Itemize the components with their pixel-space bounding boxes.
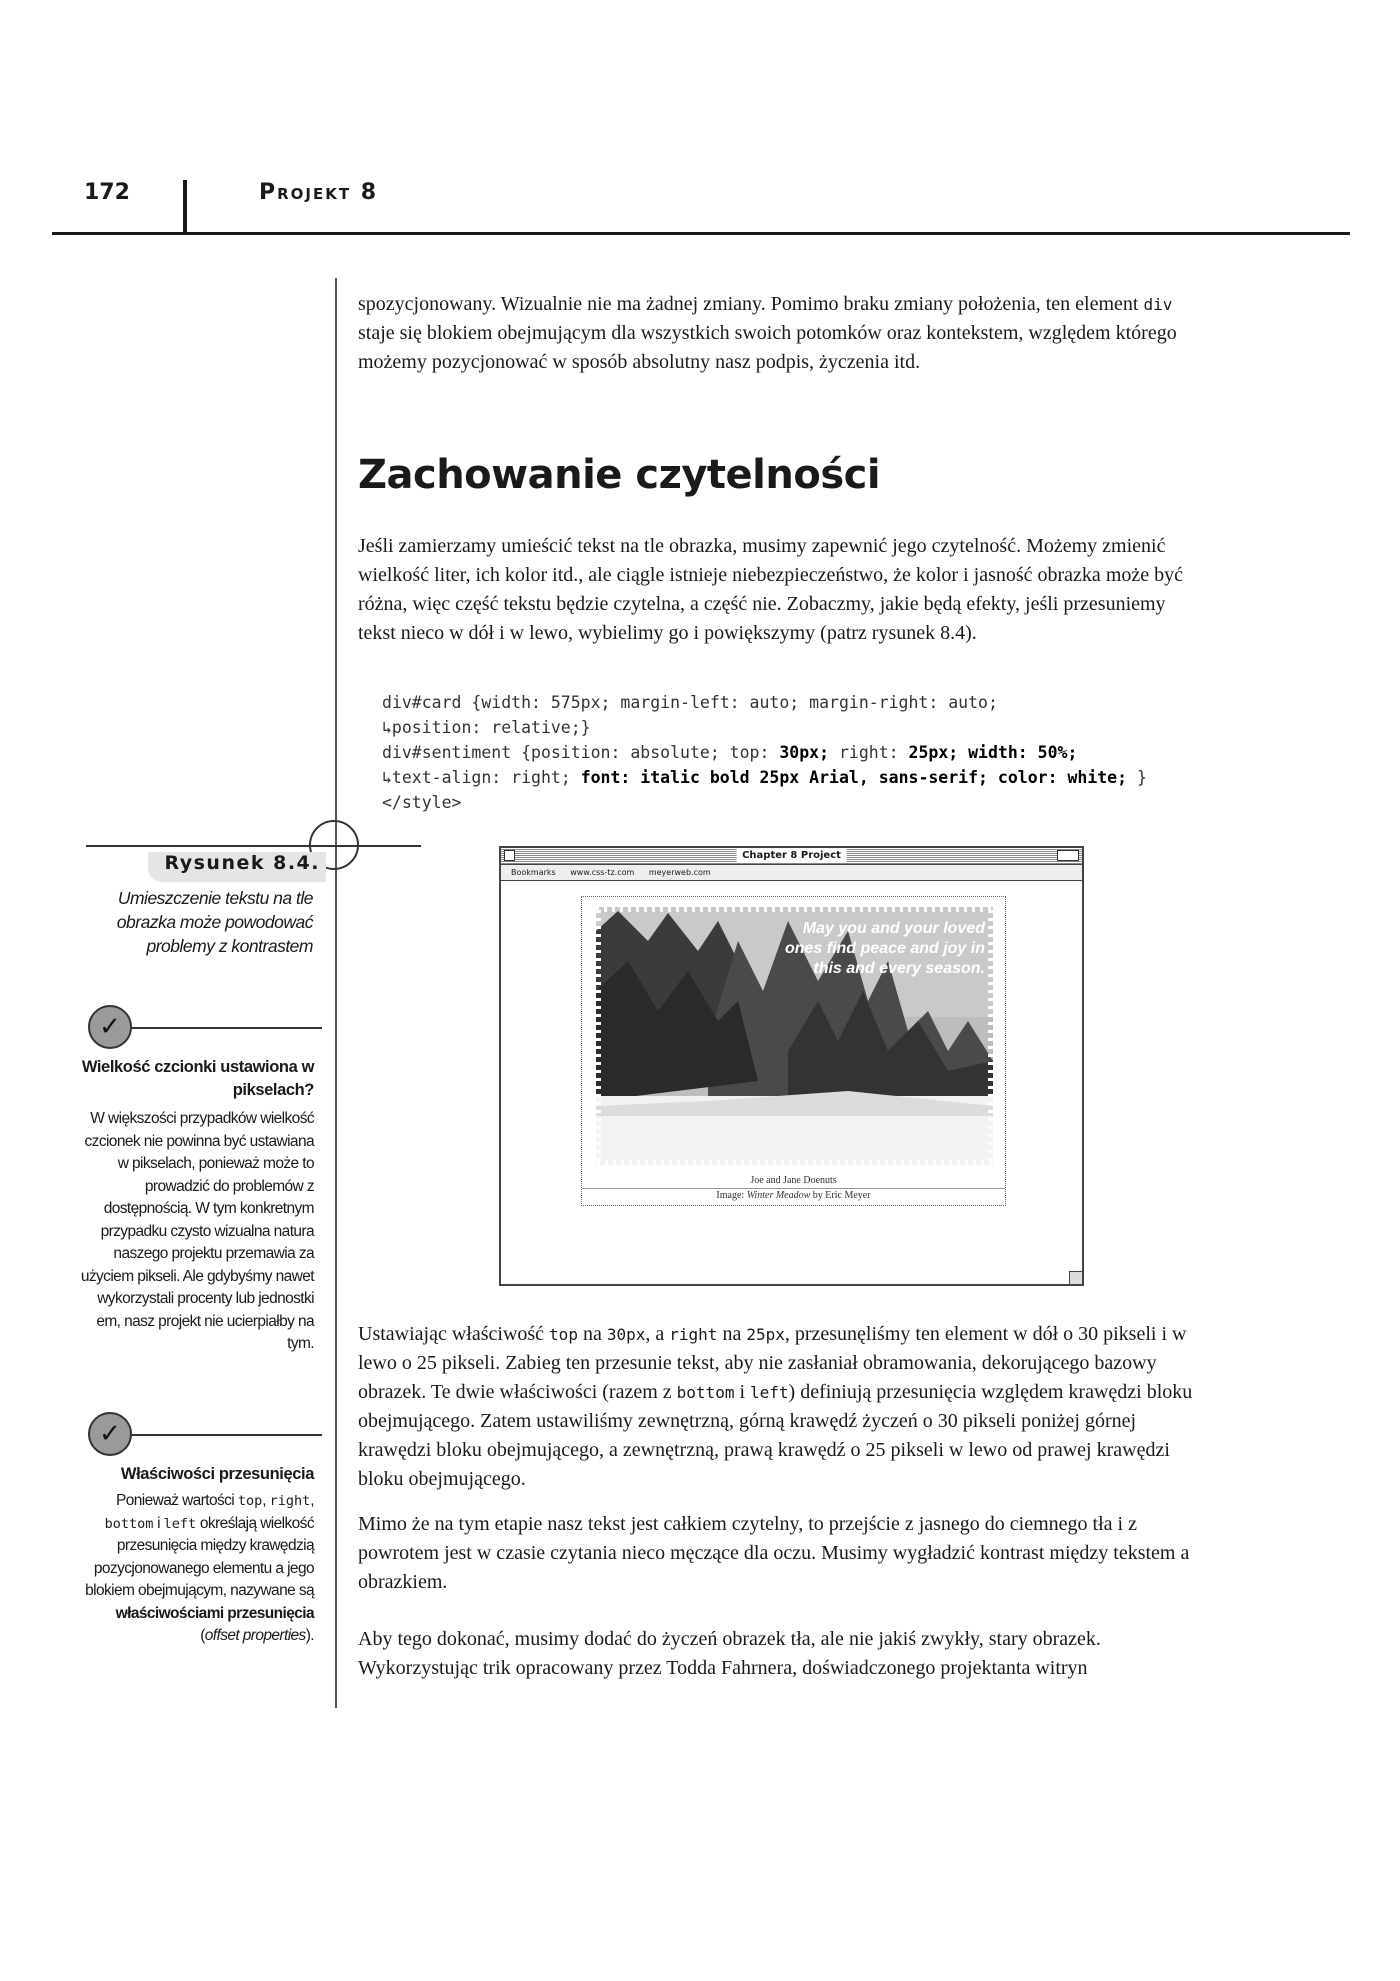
text-run: i [734,1381,751,1403]
inline-code: left [163,1515,197,1532]
page-number: 172 [84,180,130,205]
zoom-box-icon [1057,850,1079,861]
inline-code: top [549,1325,578,1344]
sentiment-text: May you and your loved ones find peace and joy in this and every season. [784,920,985,977]
checkmark-icon: ✓ [88,1005,132,1049]
text-run: spozycjonowany. Wizualnie nie ma żadnej zmiany. Pomimo braku zmiany położenia, ten element [358,293,1144,315]
code-run: right: [838,743,909,762]
note-body-offset-properties [80,1490,314,1648]
code-highlight: 25px; width: 50%; [908,743,1078,762]
code-run: div#sentiment {position: absolute; top: [382,743,780,762]
inline-code: right [669,1325,718,1344]
paragraph-background: Aby tego dokonać, musimy dodać do życzeń obrazek tła, ale nie jakiś zwykły, stary obrazek. Wykorzystując trik opracowany przez Todda Fahrnera, doświadczonego projektanta witryn [358,1628,1101,1679]
code-line-1: div#card {width: 575px; margin-left: auto; margin-right: auto; [382,693,998,712]
note-rule [130,1027,322,1029]
paragraph-offsets [358,1320,1208,1494]
bookmark-item: meyerweb.com [648,868,711,877]
bookmark-item: Bookmarks [511,868,556,877]
inline-code: 25px [746,1325,785,1344]
window-titlebar [501,848,1082,865]
image-credit [582,1188,1005,1202]
text-run: i [153,1514,164,1532]
greeting-card [581,896,1006,1206]
header-divider [183,180,187,232]
note-heading-font-size: Wielkość czcionki ustawiona w pikselach? [81,1058,314,1099]
note-rule [130,1434,322,1436]
text-run: Ponieważ wartości [115,1492,238,1509]
checkmark-icon: ✓ [88,1412,132,1456]
inline-code: left [750,1383,789,1402]
text-run: , przesunęliśmy ten element w dół o 30 pikseli i w lewo o 25 pikseli. Zabieg ten przesunie tekst, aby nie zasłaniał obramowania, dekorującego bazowy obrazek. Te dwie właściwości (razem z [358,1323,1187,1403]
text-run: na [717,1323,747,1345]
code-line-2: ↳position: relative;} [382,718,591,737]
paragraph-readability: Jeśli zamierzamy umieścić tekst na tle obrazka, musimy zapewnić jego czytelność. Możemy zmienić wielkość liter, ich kolor itd., ale ciągle istnieje niebezpieczeństwo, że kolor i jasność obrazka może być różna, więc część tekstu będzie czytelna, a część nie. Zobaczmy, jakie będą efekty, jeśli przesuniemy tekst nieco w dół i w lewo, wybielimy go i powiększymy (patrz rysunek 8.4). [358,535,1183,644]
text-run: by Eric Meyer [810,1190,871,1201]
text-run: ). [305,1627,314,1644]
code-highlight: font: italic bold 25px Arial, sans-serif; color: white; [580,768,1128,787]
text-run: na [577,1323,607,1345]
margin-rule [335,278,337,1708]
inline-code: bottom [104,1515,154,1532]
text-run: , [262,1492,270,1509]
bookmarks-bar [501,865,1082,881]
code-line-4 [382,768,1147,787]
text-run: ( [200,1627,205,1644]
inline-code: 30px [606,1325,646,1344]
text-run: określają wielkość przesunięcia między krawędzią pozycjonowanego elementu a jego blokiem obejmującym, nazywane są [85,1514,314,1599]
text-run: , [310,1492,314,1509]
figure-caption: Umieszczenie tekstu na tle obrazka może powodować problemy z kontrastem [116,888,313,956]
inline-code: div [1143,295,1173,314]
code-listing [382,690,1147,815]
resize-grip-icon [1069,1271,1082,1284]
code-line-3 [382,743,1077,762]
text-run: Ustawiając właściwość [358,1323,550,1345]
browser-window-screenshot [499,846,1084,1286]
text-run: , a [645,1323,670,1345]
card-signature: Joe and Jane Doenuts [750,1175,837,1186]
close-box-icon [504,850,515,861]
text-run: Image: [716,1190,747,1201]
figure-rule [86,845,421,847]
paragraph-contrast: Mimo że na tym etapie nasz tekst jest całkiem czytelny, to przejście z jasnego do ciemnego tła i z powrotem jest w czasie czytania nieco męczące dla oczu. Musimy wygładzić kontrast między tekstem a obrazkiem. [358,1513,1190,1593]
text-run: staje się blokiem obejmującym dla wszystkich swoich potomków oraz kontekstem, względem którego możemy pozycjonować w sposób absolutny nasz podpis, życzenia itd. [358,322,1177,373]
bold-term: właściwościami przesunięcia [115,1604,314,1622]
paragraph-intro [358,290,1208,377]
code-line-5: </style> [382,793,462,812]
code-run: ↳text-align: right; [382,768,581,787]
italic-term: offset properties [204,1627,306,1644]
inline-code: right [269,1493,311,1509]
bookmark-item: www.css-tz.com [570,868,635,877]
code-run: } [1127,768,1147,787]
note-heading-offset-properties: Właściwości przesunięcia [120,1465,314,1483]
code-highlight: 30px; [779,743,839,762]
text-run: ) definiują przesunięcia względem krawędzi bloku obejmującego. Zatem ustawiliśmy zewnętrzną, górną krawędź życzeń o 30 pikseli poniżej górnej krawędzi bloku obejmującego, a zewnętrzną, prawą krawędź o 25 pikseli w lewo od prawej krawędzi bloku obejmującego. [358,1381,1193,1490]
inline-code: bottom [676,1383,735,1402]
running-head: Projekt 8 [259,180,379,205]
window-title: Chapter 8 Project [736,849,847,862]
inline-code: top [237,1493,263,1509]
figure-label: Rysunek 8.4. [164,852,320,874]
note-body-font-size: W większości przypadków wielkość czcionek nie powinna być ustawiana w pikselach, ponieważ może to prowadzić do problemów z dostępnością. W tym konkretnym przypadku czysto wizualna natura naszego projektu przemawia za użyciem pikseli. Ale gdybyśmy nawet wykorzystali procenty lub jednostki em, nasz projekt nie ucierpiałby na tym. [80,1110,314,1352]
header-rule [52,232,1350,235]
section-title: Zachowanie czytelności [358,452,881,498]
image-title: Winter Meadow [746,1190,811,1201]
